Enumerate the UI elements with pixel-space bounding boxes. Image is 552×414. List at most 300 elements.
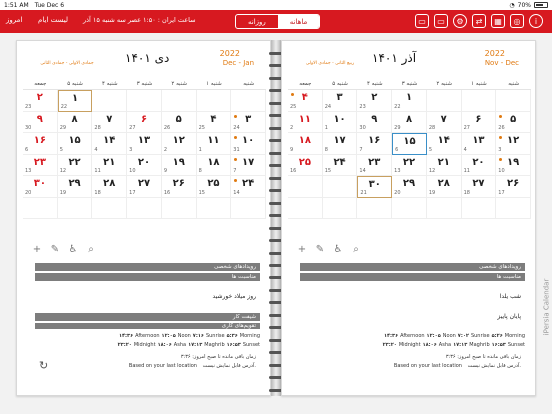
location-text	[300, 363, 525, 369]
weekday-header	[23, 81, 266, 87]
persian-day-number: ۱۲	[172, 135, 185, 146]
weekday-label: ۲ شنبه	[171, 81, 187, 87]
top-bar	[0, 10, 552, 33]
gregorian-day-number: 27	[129, 125, 136, 131]
prayer-time-b: ۱۶:۵۳	[491, 342, 506, 348]
day-cell[interactable]	[231, 112, 266, 134]
day-cell[interactable]	[58, 133, 93, 155]
status-date: Tue Dec 6	[34, 1, 65, 9]
calendar-icon[interactable]: ▦	[491, 14, 505, 28]
gregorian-day-number: 4	[94, 146, 98, 153]
day-cell	[162, 198, 197, 220]
persian-day-number: ۲۴	[333, 156, 346, 168]
prayer-time-b: ۱۶:۵۳	[226, 342, 241, 348]
day-cell[interactable]	[127, 176, 162, 198]
day-cell[interactable]	[323, 90, 358, 112]
gregorian-year: 2022	[484, 49, 505, 58]
day-cell	[462, 90, 497, 112]
persian-day-number: ۱۹	[507, 156, 520, 168]
prayer-time-g: Afternoon	[400, 333, 425, 339]
day-cell[interactable]	[427, 133, 462, 155]
prayer-time-a: Morning	[504, 333, 525, 339]
tab-daily[interactable]: روزانه	[248, 17, 266, 26]
day-cell[interactable]	[288, 90, 323, 112]
persian-day-number: ۲۱	[103, 156, 116, 168]
persian-day-number: ۱۵	[403, 136, 416, 147]
day-cell	[197, 198, 232, 220]
day-cell[interactable]	[127, 112, 162, 134]
prayer-time-c: Maghrib	[469, 342, 490, 348]
add-icon[interactable]: +	[32, 243, 42, 255]
gregorian-day-number: 20	[394, 189, 401, 196]
day-cell[interactable]	[392, 90, 427, 112]
persian-day-number: ۱۵	[68, 135, 81, 146]
gregorian-day-number: 19	[59, 189, 67, 196]
day-cell	[231, 90, 266, 112]
persian-day-number: ۲۷	[472, 178, 485, 189]
day-cell[interactable]	[392, 155, 427, 177]
section-personal-events: رویدادهای شخصی	[300, 263, 525, 271]
day-cell	[92, 198, 127, 220]
persian-day-number: ۶	[475, 113, 482, 125]
hijri-months: ربیع الثانی - جمادی الاولی	[305, 61, 355, 66]
day-cell[interactable]	[58, 176, 93, 198]
day-cell	[231, 198, 266, 220]
day-cell[interactable]	[162, 112, 197, 134]
page-left	[16, 40, 271, 396]
gregorian-day-number: 3	[498, 146, 502, 153]
persian-day-number: ۱۱	[207, 135, 220, 146]
tv-icon[interactable]: ▭	[434, 14, 448, 28]
persian-day-number: ۷	[106, 113, 113, 125]
day-cell	[427, 90, 462, 112]
day-cell[interactable]	[162, 176, 197, 198]
calendar-book	[16, 40, 536, 396]
wifi-icon: ◔	[509, 1, 515, 9]
prayer-time-d: ۱۷:۱۳	[188, 342, 203, 348]
persian-day-number: ۲۰	[472, 156, 485, 168]
day-cell[interactable]	[127, 133, 162, 155]
persian-day-number: ۵	[175, 113, 182, 125]
gregorian-day-number: 14	[359, 168, 366, 174]
gregorian-day-number: 13	[394, 168, 401, 174]
status-time: 1:51 AM	[4, 1, 29, 9]
persian-day-number: ۲۳	[368, 156, 381, 168]
weekday-label: جمعه	[299, 81, 312, 87]
prayer-time-e: Noon	[442, 333, 456, 339]
persian-day-number: ۱۱	[298, 113, 311, 125]
persian-day-number: ۱۸	[207, 156, 220, 168]
day-cell[interactable]	[462, 155, 497, 177]
gregorian-day-number: 6	[25, 146, 29, 153]
gregorian-day-number: 28	[428, 125, 436, 131]
location-en: Based on your last location	[393, 363, 462, 369]
weekday-label: شنبه	[508, 81, 520, 87]
days-list-button[interactable]: لیست ایام	[38, 16, 68, 24]
persian-day-number: ۱۹	[172, 156, 185, 168]
note-icon[interactable]: ✎	[50, 243, 60, 255]
gregorian-day-number: 12	[428, 168, 436, 174]
weekday-label: ۵ شنبه	[332, 81, 348, 87]
person-icon[interactable]: ♿	[68, 243, 78, 255]
prayer-time-g: Midnight	[398, 342, 421, 348]
persian-day-number: ۲۹	[402, 178, 416, 189]
search-icon[interactable]: ⌕	[353, 243, 359, 255]
location-fa: آدرس قابل نمایش نیست.	[467, 363, 521, 369]
day-cell[interactable]	[392, 112, 427, 134]
gregorian-day-number: 15	[324, 168, 332, 174]
tab-monthly[interactable]: ماهانه	[278, 15, 319, 28]
prayer-time-f: ۱۲:۰۵	[426, 333, 441, 339]
weekday-label: ۴ شنبه	[101, 81, 118, 87]
gregorian-day-number: 26	[163, 125, 171, 131]
gregorian-day-number: 16	[290, 168, 297, 174]
gregorian-day-number: 9	[163, 168, 168, 174]
prayer-time-a: Sunset	[507, 342, 525, 348]
gregorian-day-number: 5	[428, 146, 433, 153]
persian-day-number: ۱۳	[472, 135, 485, 146]
weekday-label: ۳ شنبه	[401, 81, 418, 87]
day-cell[interactable]	[357, 155, 392, 177]
prayer-time-d: ۷:۰۲	[457, 333, 469, 339]
day-cell	[462, 198, 497, 220]
page-right	[281, 40, 536, 396]
persian-day-number: ۲	[36, 92, 43, 103]
day-cell	[58, 198, 93, 220]
persian-day-number: ۱۷	[242, 156, 255, 168]
day-cell	[323, 176, 358, 198]
day-cell[interactable]	[23, 90, 58, 112]
gregorian-day-number: 4	[463, 146, 467, 153]
persian-day-number: ۱۳	[137, 135, 151, 146]
persian-day-number: ۵	[510, 113, 517, 125]
weekday-label: شنبه	[243, 81, 255, 87]
prayer-time-d: ۱۷:۱۳	[453, 342, 468, 348]
event-item: شب یلدا	[499, 293, 521, 300]
persian-day-number: ۲	[371, 92, 378, 103]
weekday-label: ۴ شنبه	[366, 81, 383, 87]
section-work-calendars: تقویم‌های کاری	[35, 323, 260, 329]
prayer-time-d: ۷:۱۶	[192, 333, 204, 339]
day-cell[interactable]	[496, 155, 531, 177]
day-cell[interactable]	[496, 176, 531, 198]
weekday-label: جمعه	[34, 81, 47, 87]
day-cell[interactable]	[496, 133, 531, 155]
prayer-time-b: ۵:۲۶	[491, 333, 503, 339]
day-cell[interactable]	[462, 176, 497, 198]
day-cell[interactable]	[427, 112, 462, 134]
gregorian-day-number: 16	[163, 189, 171, 196]
gregorian-day-number: 1	[324, 125, 328, 131]
gregorian-year: 2022	[219, 49, 240, 58]
radio-icon[interactable]: ▭	[415, 14, 429, 28]
prayer-time-g: Afternoon	[135, 333, 160, 339]
persian-day-number: ۱۰	[333, 113, 346, 125]
gregorian-day-number: 8	[198, 168, 202, 174]
gregorian-day-number: 24	[233, 125, 240, 131]
day-cell	[357, 198, 392, 220]
gregorian-day-number: 22	[60, 103, 68, 110]
day-cell[interactable]	[23, 112, 58, 134]
gregorian-day-number: 20	[25, 189, 32, 196]
day-cell	[288, 176, 323, 198]
persian-day-number: ۱۶	[368, 135, 381, 146]
day-cell[interactable]	[58, 155, 93, 177]
day-cell[interactable]	[162, 155, 197, 177]
day-cell[interactable]	[231, 133, 266, 155]
persian-day-number: ۱۴	[103, 135, 116, 146]
gregorian-day-number: 11	[94, 168, 101, 174]
day-cell	[162, 90, 197, 112]
prayer-time-b: ۵:۳۶	[226, 333, 238, 339]
day-cell[interactable]	[288, 112, 323, 134]
prayer-time-h: ۱۴:۳۶	[383, 333, 399, 339]
day-cell[interactable]	[357, 176, 392, 198]
day-cell[interactable]	[231, 155, 266, 177]
location-fa: آدرس قابل نمایش نیست.	[202, 363, 256, 369]
gregorian-day-number: 1	[198, 146, 202, 153]
prayer-times-row	[300, 342, 525, 348]
person-icon[interactable]: ♿	[333, 243, 343, 255]
refresh-icon[interactable]: ↻	[39, 359, 49, 372]
day-cell	[127, 90, 162, 112]
iran-time-info: ساعت ایران : ۱:۵۰ عصر سه شنبه ۱۵ آذر	[83, 16, 196, 24]
day-cell[interactable]	[323, 112, 358, 134]
persian-month-title: دی ۱۴۰۱	[125, 51, 170, 65]
gregorian-day-number: 2	[290, 125, 294, 131]
persian-day-number: ۲۴	[242, 178, 255, 189]
day-cell[interactable]	[462, 133, 497, 155]
weekday-label: ۱ شنبه	[471, 81, 487, 87]
day-cell[interactable]	[357, 133, 392, 155]
day-cell	[392, 198, 427, 220]
persian-day-number: ۲۸	[103, 178, 116, 189]
persian-day-number: ۹	[36, 113, 43, 125]
prayer-times-row	[35, 342, 260, 348]
weekday-label: ۳ شنبه	[136, 81, 153, 87]
day-cell[interactable]	[392, 133, 427, 155]
day-cell[interactable]	[127, 155, 162, 177]
weekday-label: ۲ شنبه	[436, 81, 452, 87]
search-icon[interactable]: ⌕	[88, 243, 94, 255]
persian-month-title: آذر ۱۴۰۱	[372, 51, 417, 65]
weekday-label: ۱ شنبه	[206, 81, 222, 87]
day-cell	[288, 198, 323, 220]
day-cell[interactable]	[23, 176, 58, 198]
swap-icon[interactable]: ⇄	[472, 14, 486, 28]
persian-day-number: ۸	[71, 113, 78, 125]
day-cell	[127, 198, 162, 220]
gregorian-day-number: 29	[394, 125, 401, 131]
prayer-times-row	[35, 333, 260, 339]
prayer-time-h: ۲۳:۲۰	[117, 342, 132, 348]
persian-day-number: ۲۷	[137, 178, 151, 189]
persian-day-number: ۲۵	[298, 156, 311, 168]
prayer-time-f: ۱۲:۰۵	[161, 333, 176, 339]
gregorian-day-number: 7	[233, 168, 237, 174]
persian-day-number: ۲۸	[437, 178, 450, 189]
side-label-text: iPersia Calendar	[542, 278, 550, 336]
day-cell[interactable]	[162, 133, 197, 155]
persian-day-number: ۱	[405, 92, 413, 103]
day-cell[interactable]	[92, 133, 127, 155]
persian-day-number: ۱۷	[333, 135, 346, 146]
gregorian-day-number: 2	[163, 146, 168, 153]
gregorian-day-number: 18	[94, 189, 101, 196]
gregorian-day-number: 25	[198, 125, 205, 131]
gregorian-day-number: 23	[359, 103, 366, 110]
gregorian-day-number: 12	[59, 168, 67, 174]
day-cell[interactable]	[231, 176, 266, 198]
toolbar-left	[31, 243, 97, 255]
prayer-time-g: Midnight	[133, 342, 156, 348]
prayer-times-row	[300, 333, 525, 339]
settings-icon[interactable]: ⚙	[453, 14, 467, 28]
day-cell[interactable]	[92, 155, 127, 177]
month-header-left	[17, 47, 272, 77]
prayer-time-f: ۱۸:۰۶	[422, 342, 437, 348]
persian-day-number: ۱۰	[242, 135, 255, 146]
section-occasions: مناسبت ها	[35, 273, 260, 281]
gregorian-day-number: 11	[463, 168, 470, 174]
add-icon[interactable]: +	[297, 243, 307, 255]
day-cell	[427, 198, 462, 220]
persian-day-number: ۱۲	[507, 135, 520, 146]
persian-day-number: ۴	[301, 92, 308, 103]
persian-day-number: ۲۱	[437, 156, 450, 168]
persian-day-number: ۱۶	[33, 135, 46, 146]
gregorian-day-number: 7	[359, 146, 363, 153]
gregorian-day-number: 19	[428, 189, 436, 196]
month-header-right	[282, 47, 537, 77]
weekday-label: ۵ شنبه	[67, 81, 83, 87]
persian-day-number: ۱۸	[298, 135, 311, 146]
day-cell[interactable]	[58, 90, 93, 112]
day-cell[interactable]	[427, 176, 462, 198]
month-grid	[288, 89, 531, 219]
day-cell[interactable]	[496, 112, 531, 134]
instagram-icon[interactable]: ◎	[510, 14, 524, 28]
persian-day-number: ۱۴	[437, 135, 450, 146]
day-cell[interactable]	[197, 133, 232, 155]
day-cell[interactable]	[92, 112, 127, 134]
gregorian-day-number: 28	[94, 125, 101, 131]
prayer-time-e: Asha	[438, 342, 452, 348]
day-cell[interactable]	[197, 112, 232, 134]
gregorian-day-number: 17	[498, 189, 505, 196]
persian-day-number: ۲۲	[68, 156, 81, 168]
app-side-label	[541, 232, 551, 382]
day-cell[interactable]	[23, 133, 58, 155]
gregorian-day-number: 18	[463, 189, 470, 196]
persian-day-number: ۲۲	[402, 156, 416, 168]
gregorian-day-number: 8	[324, 146, 328, 153]
toolbar-right	[296, 243, 362, 255]
gregorian-day-number: 5	[59, 146, 63, 153]
persian-day-number: ۳۰	[368, 179, 381, 190]
day-cell[interactable]	[392, 176, 427, 198]
view-toggle	[235, 14, 320, 29]
day-cell	[23, 198, 58, 220]
remaining-time: زمان باقی مانده تا صبح امروز: ۳:۳۶	[180, 354, 256, 360]
gregorian-day-number: 21	[360, 189, 367, 196]
hijri-months: جمادی الاولی - جمادی الثانی	[40, 61, 94, 66]
info-icon[interactable]: i	[529, 14, 543, 28]
persian-day-number: ۲۰	[137, 156, 151, 168]
day-cell[interactable]	[197, 155, 232, 177]
gregorian-day-number: 27	[463, 125, 470, 131]
day-cell	[197, 90, 232, 112]
gregorian-day-number: 14	[233, 189, 240, 196]
persian-day-number: ۷	[440, 113, 447, 125]
prayer-time-c: Sunrise	[470, 333, 490, 339]
persian-day-number: ۹	[371, 113, 378, 125]
gregorian-day-number: 10	[129, 168, 136, 174]
day-cell	[323, 198, 358, 220]
gregorian-day-number: 24	[324, 103, 332, 110]
day-cell[interactable]	[58, 112, 93, 134]
prayer-time-f: ۱۸:۰۶	[157, 342, 172, 348]
gregorian-day-number: 13	[25, 168, 32, 174]
persian-day-number: ۳	[245, 113, 252, 125]
gregorian-day-number: 30	[25, 125, 32, 131]
gregorian-day-number: 22	[394, 103, 401, 110]
month-grid	[23, 89, 266, 219]
gregorian-day-number: 9	[290, 146, 294, 153]
prayer-time-c: Sunrise	[205, 333, 225, 339]
persian-day-number: ۲۹	[68, 178, 81, 189]
gregorian-day-number: 26	[498, 125, 505, 131]
day-cell[interactable]	[462, 112, 497, 134]
day-cell[interactable]	[357, 90, 392, 112]
day-cell[interactable]	[427, 155, 462, 177]
day-cell[interactable]	[323, 133, 358, 155]
status-bar	[0, 0, 552, 10]
day-cell[interactable]	[357, 112, 392, 134]
persian-day-number: ۴	[210, 113, 217, 125]
event-item: روز میلاد خورشید	[212, 293, 256, 300]
section-occasions: مناسبت ها	[300, 273, 525, 281]
persian-day-number: ۳۰	[33, 178, 46, 189]
day-cell	[496, 90, 531, 112]
location-en: Based on your last location	[128, 363, 197, 369]
section-work-shift: شیفت کار	[35, 313, 260, 321]
day-cell	[496, 198, 531, 220]
persian-day-number: ۲۶	[172, 178, 185, 189]
prayer-time-a: Morning	[239, 333, 260, 339]
prayer-time-c: Maghrib	[204, 342, 225, 348]
weekday-header	[288, 81, 531, 87]
prayer-time-h: ۱۴:۳۶	[118, 333, 134, 339]
persian-day-number: ۱	[72, 93, 79, 104]
gregorian-day-number: 17	[129, 189, 136, 196]
day-cell[interactable]	[288, 155, 323, 177]
remaining-time: زمان باقی مانده تا صبح امروز: ۳:۳۶	[445, 354, 521, 360]
gregorian-day-number: 30	[359, 125, 366, 131]
persian-day-number: ۳	[336, 92, 343, 103]
day-cell[interactable]	[323, 155, 358, 177]
day-cell[interactable]	[92, 176, 127, 198]
event-item: پایان پاییز	[497, 313, 521, 320]
today-button[interactable]: امروز	[6, 16, 23, 24]
persian-day-number: ۲۳	[33, 156, 46, 168]
day-cell[interactable]	[197, 176, 232, 198]
gregorian-day-number: 25	[290, 103, 297, 110]
gregorian-month: Nov - Dec	[484, 59, 519, 67]
day-cell[interactable]	[288, 133, 323, 155]
note-icon[interactable]: ✎	[315, 243, 325, 255]
day-cell[interactable]	[23, 155, 58, 177]
